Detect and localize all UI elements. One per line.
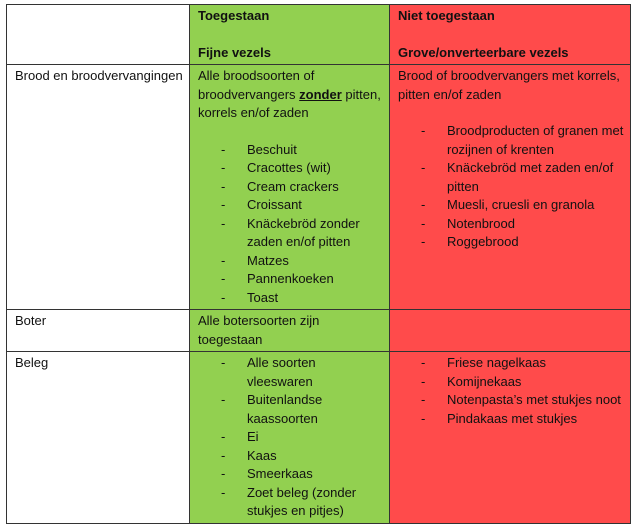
allowed-list bbox=[198, 141, 383, 308]
allowed-subtitle: Fijne vezels bbox=[198, 44, 271, 60]
not-allowed-list bbox=[398, 354, 624, 428]
not-allowed-title: Niet toegestaan bbox=[398, 8, 495, 23]
list-item: - Beschuit bbox=[198, 141, 383, 160]
row-boter bbox=[7, 310, 631, 352]
list-item: - Ei bbox=[198, 428, 383, 447]
list-item: - Broodproducten of granen met rozijnen of krenten bbox=[398, 122, 624, 159]
list-item: - Cracottes (wit) bbox=[198, 159, 383, 178]
header-row bbox=[7, 5, 631, 65]
list-item: - Knäckebröd met zaden en/of pitten bbox=[398, 159, 624, 196]
list-item: - Alle soorten vleeswaren bbox=[198, 354, 383, 391]
list-item: - Roggebrood bbox=[398, 233, 624, 252]
list-item: - Pindakaas met stukjes bbox=[398, 410, 624, 429]
category-cell: Brood en broodvervangingen bbox=[7, 65, 190, 310]
list-item: - Friese nagelkaas bbox=[398, 354, 624, 373]
not-allowed-intro: Brood of broodvervangers met korrels, pitten en/of zaden bbox=[398, 68, 620, 102]
list-item: - Notenpasta’s met stukjes noot bbox=[398, 391, 624, 410]
not-allowed-cell bbox=[390, 352, 631, 524]
not-allowed-subtitle: Grove/onverteerbare vezels bbox=[398, 44, 569, 60]
not-allowed-cell bbox=[390, 310, 631, 352]
list-item: - Buitenlandse kaassoorten bbox=[198, 391, 383, 428]
diet-table bbox=[6, 4, 631, 524]
allowed-cell bbox=[190, 352, 390, 524]
category-cell: Beleg bbox=[7, 352, 190, 524]
header-empty-cell bbox=[7, 5, 190, 65]
intro-text-end: pitten, korrels en/of zaden bbox=[198, 86, 381, 120]
list-item: - Komijnekaas bbox=[398, 373, 624, 392]
allowed-cell: Alle botersoorten zijn toegestaan bbox=[190, 310, 390, 352]
list-item: - Muesli, cruesli en granola bbox=[398, 196, 624, 215]
list-item: - Croissant bbox=[198, 196, 383, 215]
not-allowed-cell bbox=[390, 65, 631, 310]
allowed-cell bbox=[190, 65, 390, 310]
category-cell: Boter bbox=[7, 310, 190, 352]
allowed-title: Toegestaan bbox=[198, 8, 270, 23]
intro-emphasis: zonder bbox=[299, 86, 342, 102]
intro-text: Alle broodsoorten of broodvervangers bbox=[198, 68, 315, 102]
row-brood bbox=[7, 65, 631, 310]
list-item: - Cream crackers bbox=[198, 178, 383, 197]
allowed-header-cell bbox=[190, 5, 390, 65]
list-item: - Zoet beleg (zonder stukjes en pitjes) bbox=[198, 484, 383, 521]
list-item: - Knäckebröd zonder zaden en/of pitten bbox=[198, 215, 383, 252]
list-item: - Pannenkoeken bbox=[198, 270, 383, 289]
not-allowed-list bbox=[398, 122, 624, 252]
row-beleg bbox=[7, 352, 631, 524]
not-allowed-header-cell bbox=[390, 5, 631, 65]
allowed-list bbox=[198, 354, 383, 521]
list-item: - Matzes bbox=[198, 252, 383, 271]
list-item: - Toast bbox=[198, 289, 383, 308]
allowed-intro bbox=[198, 67, 383, 123]
list-item: - Kaas bbox=[198, 447, 383, 466]
list-item: - Notenbrood bbox=[398, 215, 624, 234]
list-item: - Smeerkaas bbox=[198, 465, 383, 484]
